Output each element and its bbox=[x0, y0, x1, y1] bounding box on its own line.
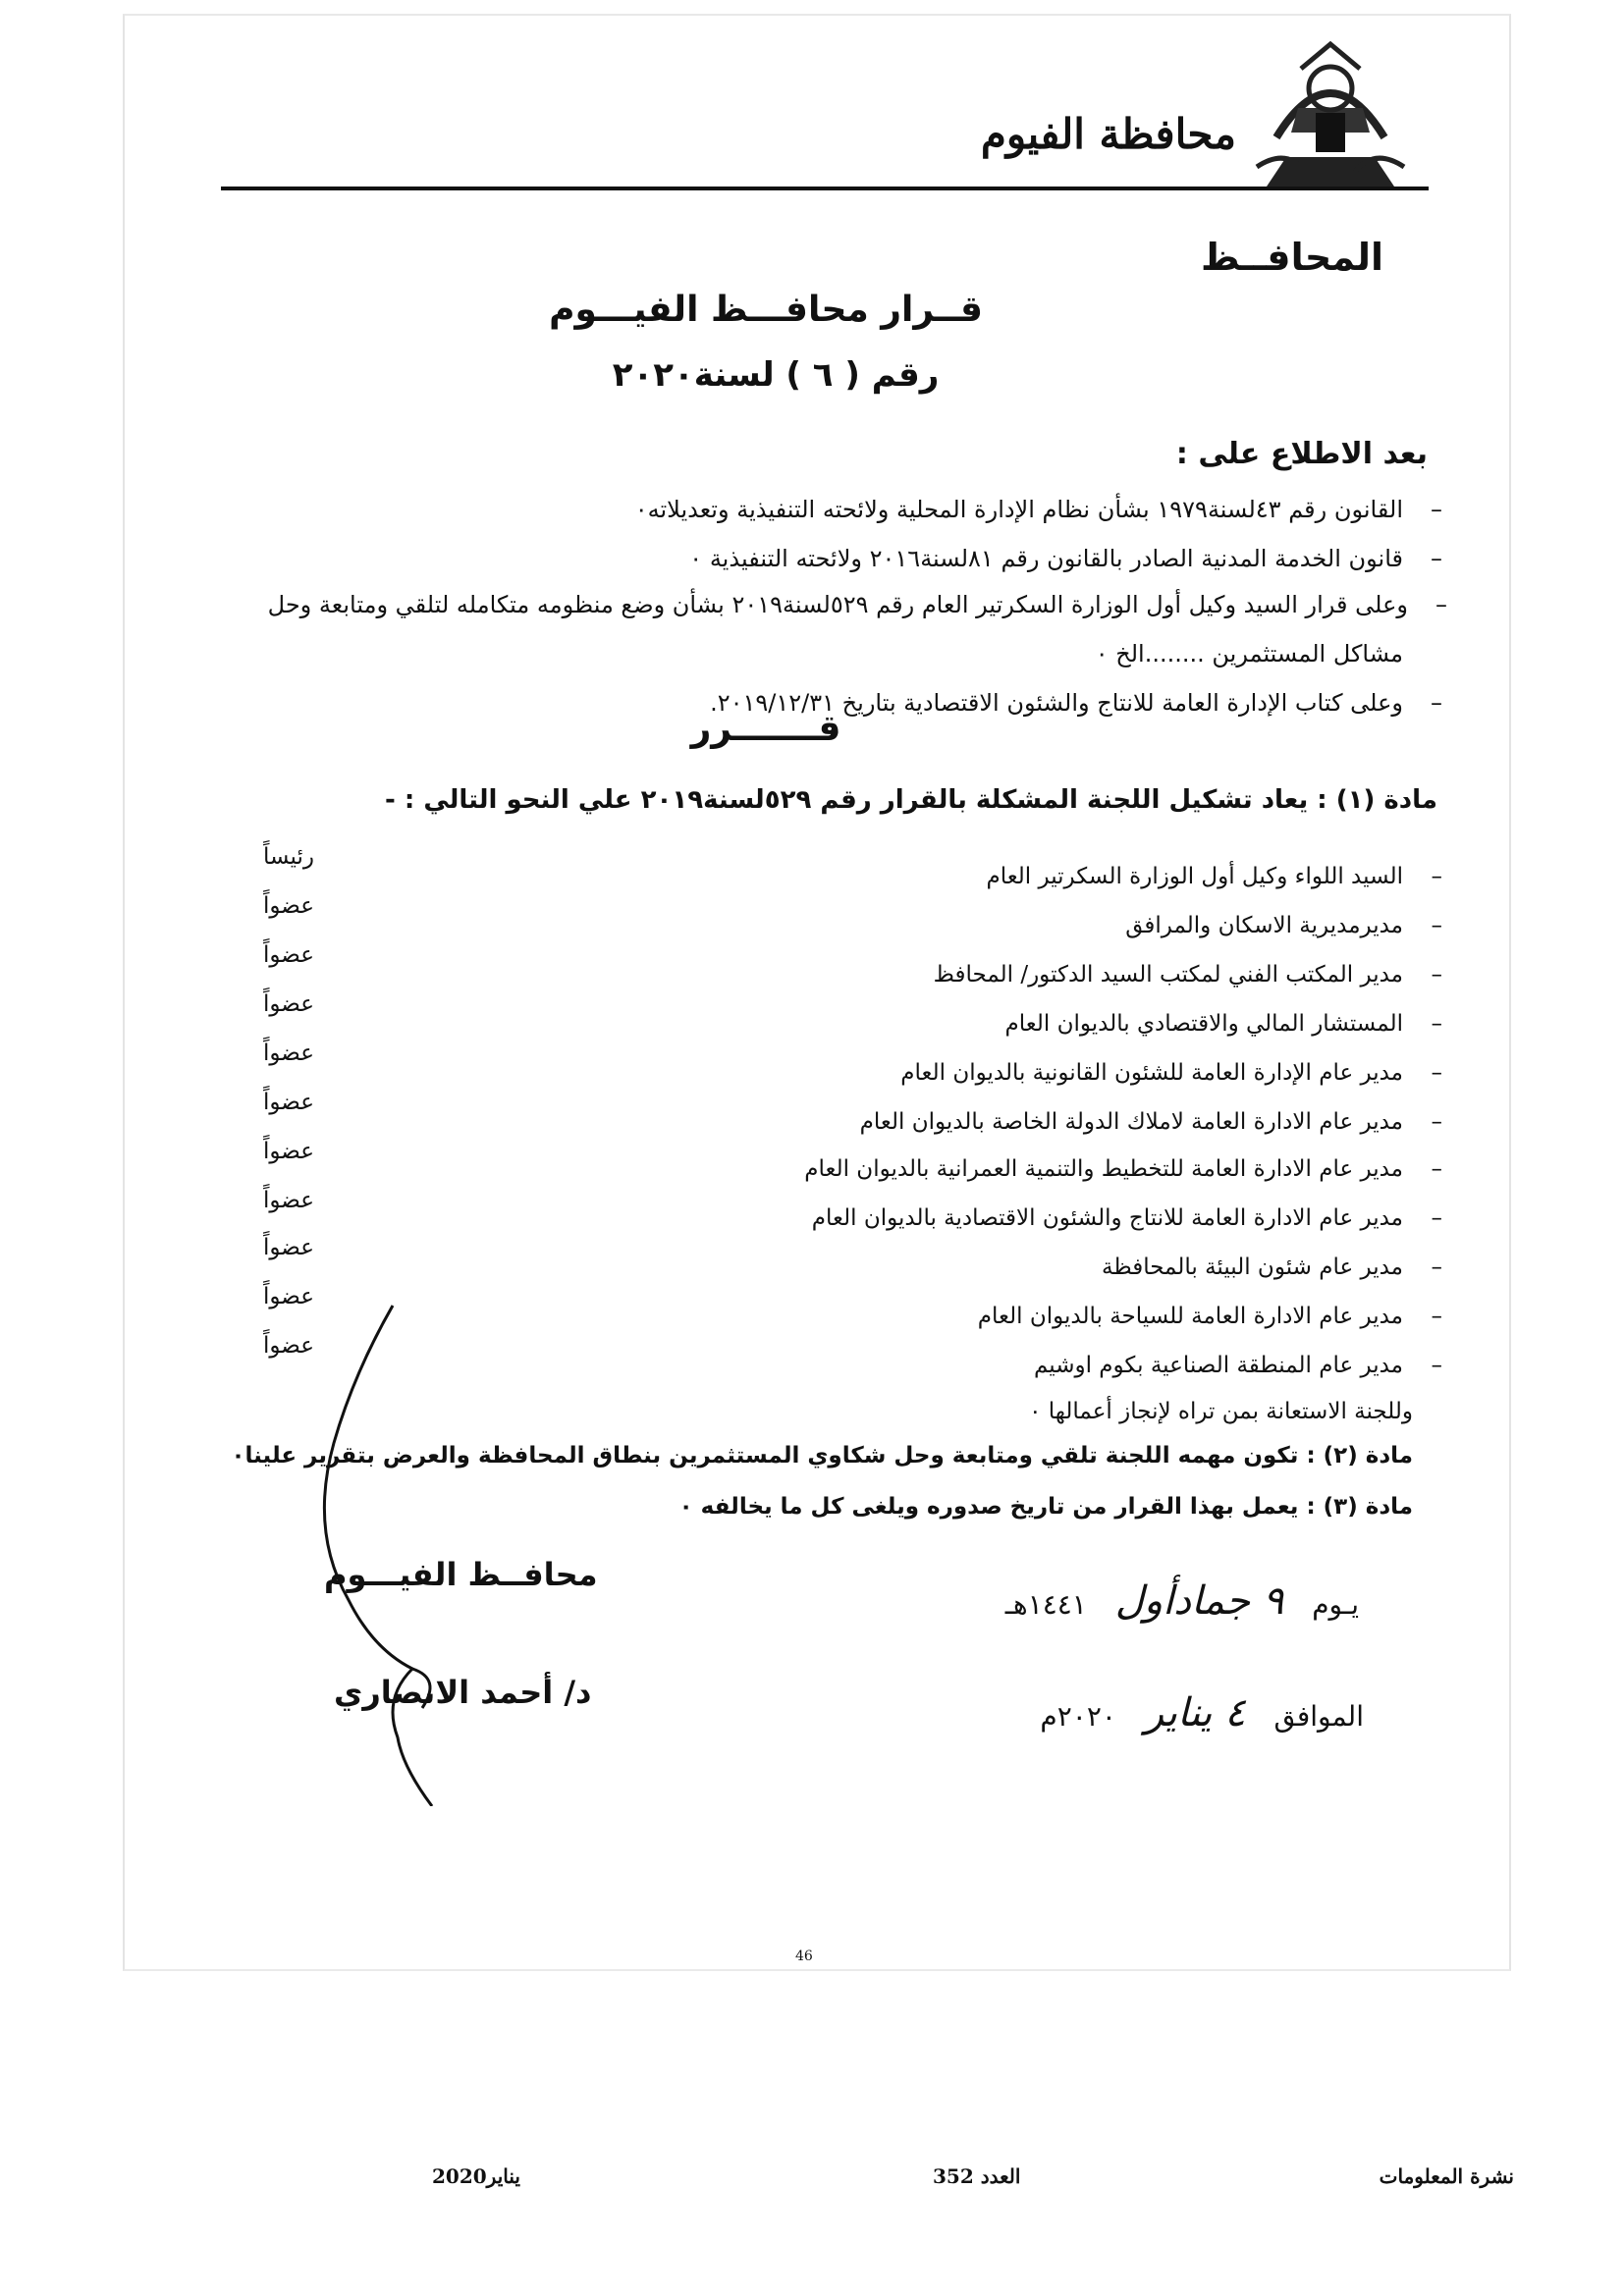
member-name: – مدير المكتب الفني لمكتب السيد الدكتور/ المحافظ bbox=[933, 962, 1442, 988]
member-name: – مديرمديرية الاسكان والمرافق bbox=[1125, 913, 1442, 938]
member-name: – المستشار المالي والاقتصادي بالديوان العام bbox=[1004, 1011, 1442, 1037]
greg-year: ٢٠٢٠م bbox=[1040, 1700, 1116, 1733]
member-name: – مدير عام المنطقة الصناعية بكوم اوشيم bbox=[1033, 1353, 1442, 1378]
member-role: عضواً bbox=[263, 1333, 314, 1359]
law-item: – القانون رقم ٤٣لسنة١٩٧٩ بشأن نظام الإدارة المحلية ولائحته التنفيذية وتعديلاته٠ bbox=[634, 496, 1442, 523]
signature-title: محافــظ الفيـــوم bbox=[324, 1556, 598, 1593]
article-2: مادة (٢) : تكون مهمه اللجنة تلقي ومتابعة وحل شكاوي المستثمرين بنطاق المحافظة والعرض بتقرير علينا٠ bbox=[231, 1443, 1413, 1468]
office-heading: المحافــظ bbox=[1201, 236, 1383, 279]
hijri-prefix: يـوم bbox=[1312, 1588, 1359, 1621]
footer-date: يناير2020 bbox=[432, 2164, 520, 2188]
member-name: – مدير عام الادارة العامة للتخطيط والتنمية العمرانية بالديوان العام bbox=[804, 1156, 1442, 1182]
member-role: عضواً bbox=[263, 1284, 314, 1309]
fayoum-emblem-logo bbox=[1247, 39, 1414, 196]
member-role: عضواً bbox=[263, 893, 314, 919]
member-role: عضواً bbox=[263, 1090, 314, 1115]
member-name: – مدير عام الادارة العامة لاملاك الدولة الخاصة بالديوان العام bbox=[859, 1109, 1442, 1135]
member-name: – مدير عام الادارة العامة للانتاج والشئون الاقتصادية بالديوان العام bbox=[811, 1205, 1442, 1231]
member-name: – مدير عام الإدارة العامة للشئون القانونية بالديوان العام bbox=[900, 1060, 1442, 1086]
article-3: مادة (٣) : يعمل بهذا القرار من تاريخ صدوره ويلغى كل ما يخالفه ٠ bbox=[678, 1494, 1413, 1520]
hijri-date bbox=[1005, 1578, 1359, 1624]
greg-handwritten: ٤ يناير bbox=[1144, 1690, 1246, 1735]
page-number: 46 bbox=[795, 1949, 813, 1964]
hijri-year: ١٤٤١هـ bbox=[1004, 1588, 1087, 1621]
footer-publication: نشرة المعلومات bbox=[1379, 2164, 1514, 2188]
member-role: عضواً bbox=[263, 991, 314, 1017]
law-item: – وعلى قرار السيد وكيل أول الوزارة السكرتير العام رقم ٥٢٩لسنة٢٠١٩ بشأن وضع منظومه متكامله لتلقي ومتابعة وحل bbox=[267, 591, 1447, 618]
signatory-name: د/ أحمد الانصاري bbox=[334, 1674, 592, 1711]
seen-heading: بعد الاطلاع على : bbox=[1175, 437, 1428, 471]
greg-prefix: الموافق bbox=[1273, 1700, 1364, 1733]
law-item: – قانون الخدمة المدنية الصادر بالقانون رقم ٨١لسنة٢٠١٦ ولائحته التنفيذية ٠ bbox=[689, 545, 1442, 572]
member-name: – مدير عام شئون البيئة بالمحافظة bbox=[1102, 1255, 1442, 1280]
member-role: عضواً bbox=[263, 1041, 314, 1066]
member-role: رئيساً bbox=[263, 844, 314, 870]
law-item-continuation: مشاكل المستثمرين ........الخ ٠ bbox=[1095, 640, 1403, 667]
member-role: عضواً bbox=[263, 1188, 314, 1213]
decree-number: رقم ( ٦ ) لسنة٢٠٢٠ bbox=[612, 355, 940, 395]
gregorian-date bbox=[1040, 1690, 1364, 1735]
header-divider bbox=[221, 187, 1429, 190]
member-role: عضواً bbox=[263, 942, 314, 968]
decided-heading: قـــــــرر bbox=[690, 709, 841, 749]
handwritten-signature bbox=[295, 1296, 452, 1806]
member-name: – مدير عام الادارة العامة للسياحة بالديوان العام bbox=[977, 1304, 1442, 1329]
member-role: عضواً bbox=[263, 1235, 314, 1260]
member-role: عضواً bbox=[263, 1139, 314, 1164]
hijri-handwritten: ٩ جمادأول bbox=[1114, 1578, 1284, 1624]
governorate-name: محافظة الفيوم bbox=[980, 110, 1236, 158]
law-item: – وعلى كتاب الإدارة العامة للانتاج والشئون الاقتصادية بتاريخ ٢٠١٩/١٢/٣١. bbox=[710, 689, 1442, 717]
article-1: مادة (١) : يعاد تشكيل اللجنة المشكلة بالقرار رقم ٥٢٩لسنة٢٠١٩ علي النحو التالي : - bbox=[385, 785, 1437, 815]
assistance-clause: وللجنة الاستعانة بمن تراه لإنجاز أعمالها ٠ bbox=[1029, 1399, 1413, 1424]
decree-title: قــرار محافـــظ الفيـــوم bbox=[549, 290, 983, 330]
footer-issue: العدد 352 bbox=[933, 2164, 1021, 2188]
member-name: – السيد اللواء وكيل أول الوزارة السكرتير العام bbox=[986, 864, 1442, 889]
